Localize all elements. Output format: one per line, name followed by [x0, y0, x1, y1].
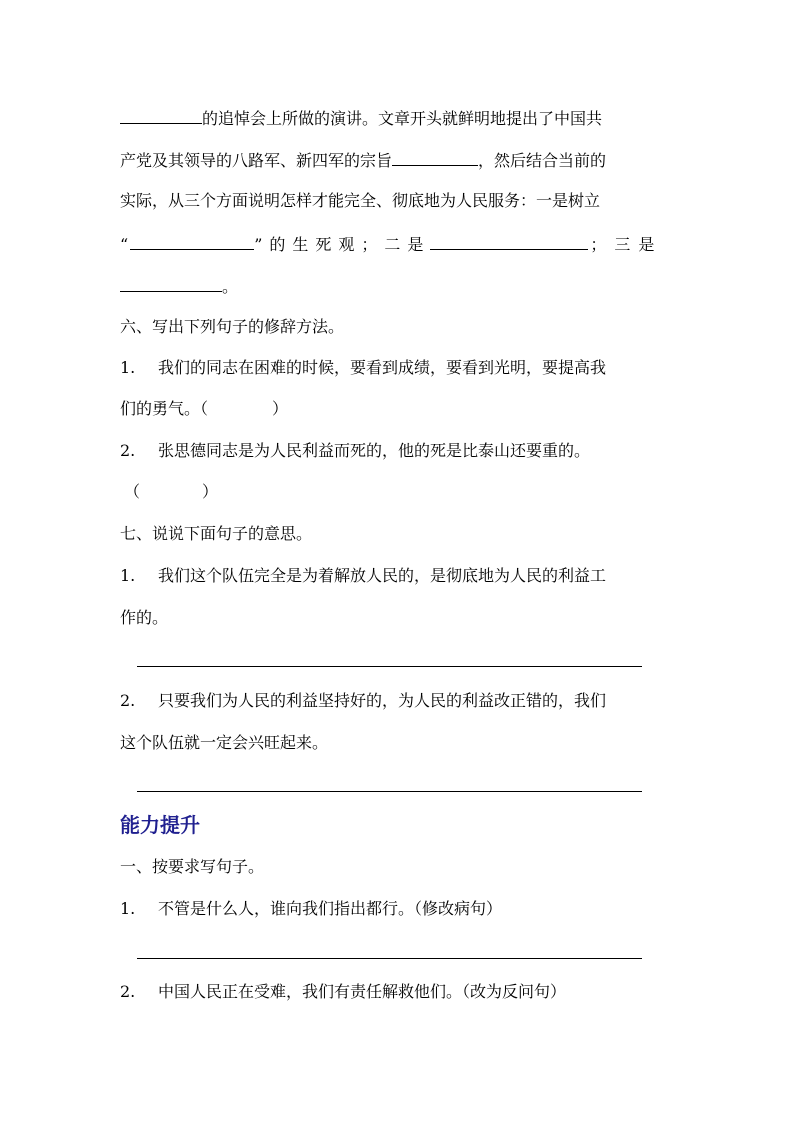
passage-line-1 — [120, 106, 602, 130]
passage-line-3 — [120, 190, 600, 212]
question-number: 1. — [120, 358, 136, 377]
passage-text: ”的生死观；二是 — [254, 235, 431, 254]
section-6-title: 六、写出下列句子的修辞方法。 — [120, 317, 345, 336]
section-7-question-1 — [120, 565, 606, 587]
answer-blank-3[interactable] — [130, 232, 254, 250]
passage-text: 实际，从三个方面说明怎样才能完全、彻底地为人民服务：一是树立 — [120, 191, 601, 210]
question-text: 不管是什么人，谁向我们指出都行。（修改病句） — [158, 899, 503, 918]
answer-blank-4[interactable] — [430, 232, 588, 250]
answer-blank-1[interactable] — [120, 106, 202, 124]
passage-text: 的追悼会上所做的演讲。文章开头就鲜明地提出了中国共 — [202, 109, 603, 128]
question-number: 1. — [120, 566, 136, 585]
question-text: 们的勇气。（ — [120, 399, 209, 418]
question-number: 2. — [120, 982, 136, 1001]
section-6-question-2-answer — [124, 481, 218, 503]
section-7-question-2-cont: 这个队伍就一定会兴旺起来。 — [120, 733, 329, 752]
close-paren: ） — [272, 399, 289, 418]
ability-section-1-title: 一、按要求写句子。 — [120, 857, 265, 876]
question-text: 我们的同志在困难的时候，要看到成绩，要看到光明，要提高我 — [158, 358, 607, 377]
ability-question-1 — [120, 898, 502, 920]
question-text: 中国人民正在受难，我们有责任解救他们。（改为反问句） — [158, 982, 567, 1001]
open-quote: “ — [120, 235, 129, 254]
question-text: 我们这个队伍完全是为着解放人民的，是彻底地为人民的利益工 — [158, 566, 607, 585]
section-7-question-1-cont: 作的。 — [120, 608, 169, 627]
question-text: 只要我们为人民的利益坚持好的，为人民的利益改正错的，我们 — [158, 691, 607, 710]
answer-blank-5[interactable] — [120, 274, 222, 292]
passage-text: 产党及其领导的八路军、新四军的宗旨 — [120, 151, 393, 170]
passage-line-4 — [120, 232, 675, 256]
section-7-question-2 — [120, 690, 606, 712]
answer-blank-2[interactable] — [392, 148, 478, 166]
passage-text: ，然后结合当前的 — [478, 151, 607, 170]
answer-line[interactable] — [137, 791, 642, 792]
question-text: 张思德同志是为人民利益而死的，他的死是比泰山还要重的。 — [158, 441, 591, 460]
answer-line[interactable] — [137, 666, 642, 667]
section-6-question-2 — [120, 440, 590, 462]
section-7-title: 七、说说下面句子的意思。 — [120, 524, 313, 543]
answer-line[interactable] — [137, 958, 642, 959]
passage-line-2 — [120, 148, 606, 172]
section-6-question-1 — [120, 357, 606, 379]
question-number: 2. — [120, 441, 136, 460]
ability-question-2 — [120, 981, 566, 1003]
section-6-question-1-cont — [120, 398, 288, 420]
question-number: 1. — [120, 899, 136, 918]
section-heading: 能力提升 — [120, 813, 200, 837]
passage-text: ；三是 — [590, 235, 663, 254]
open-paren: （ — [124, 482, 141, 501]
close-paren: ） — [202, 482, 219, 501]
question-number: 2. — [120, 691, 136, 710]
passage-text: 。 — [222, 277, 239, 296]
passage-line-5 — [120, 274, 238, 298]
